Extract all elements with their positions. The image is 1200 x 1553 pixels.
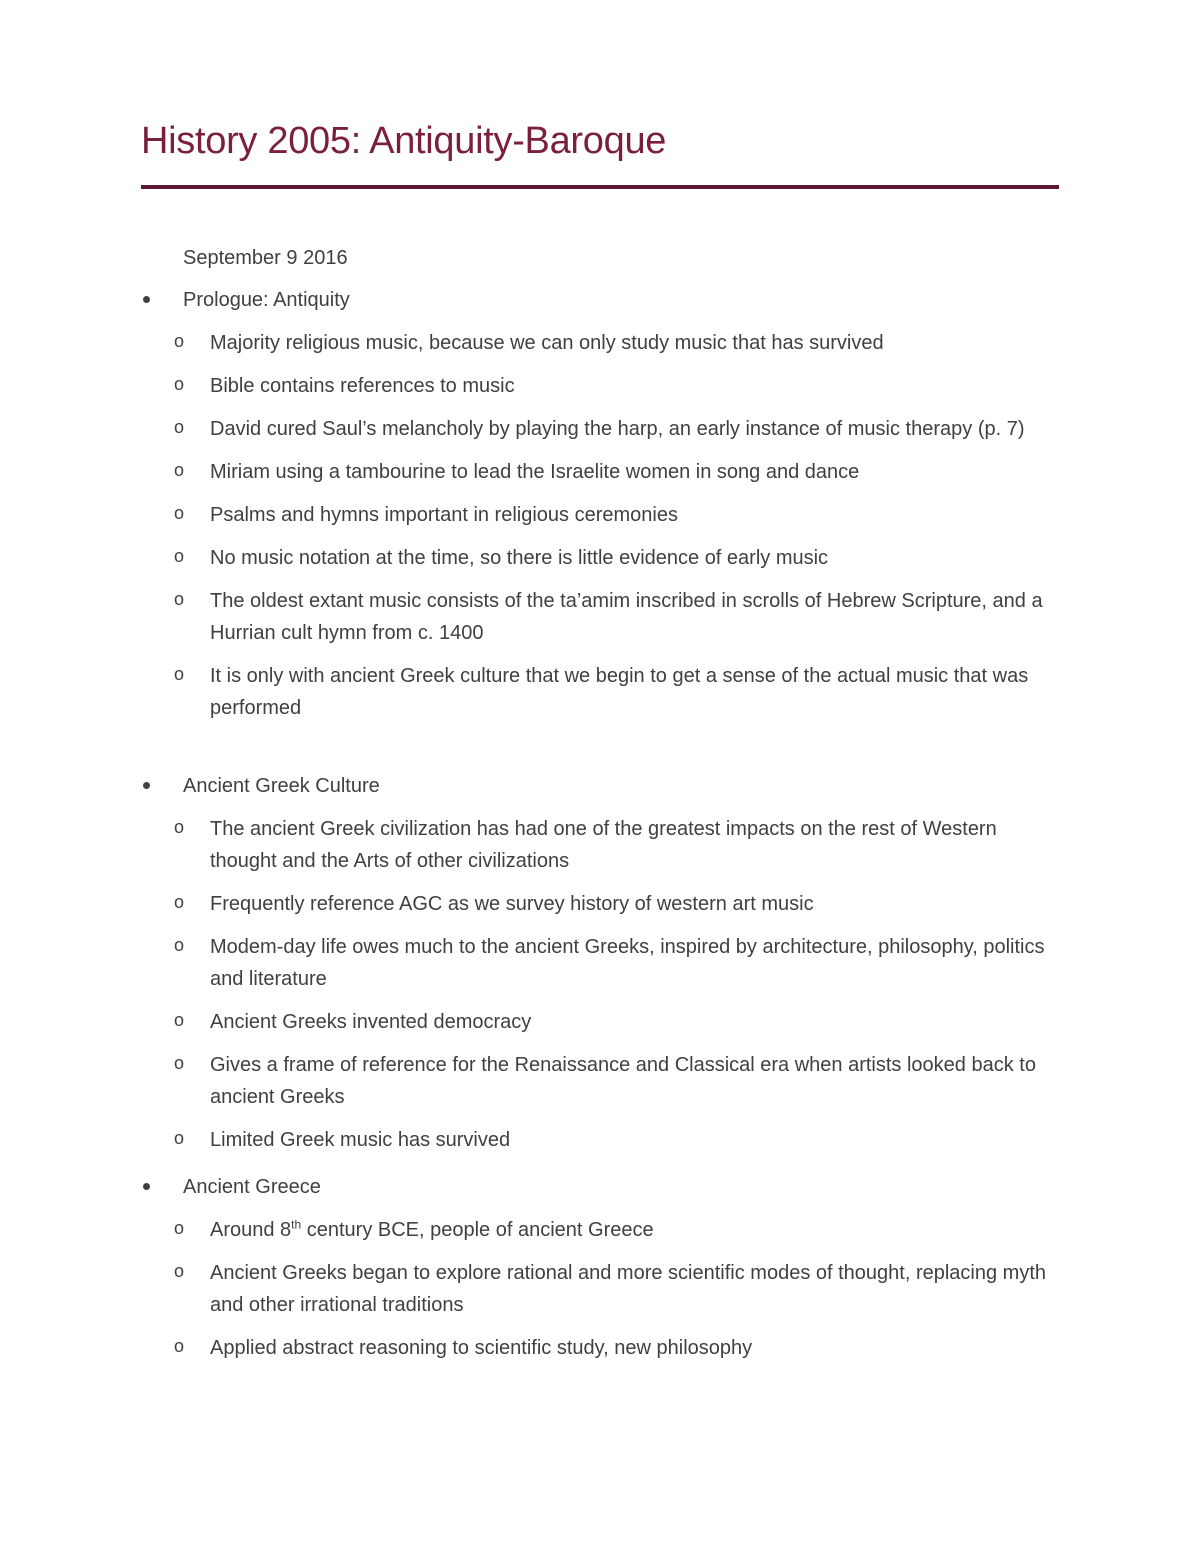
hollow-bullet-icon: o <box>174 1261 185 1281</box>
hollow-bullet-icon: o <box>174 589 185 609</box>
bullet-dot-icon <box>143 1183 150 1190</box>
sub-bullet-item <box>141 456 1061 488</box>
sub-bullet-item <box>141 1332 1061 1364</box>
sub-bullet-item <box>141 413 1061 445</box>
ordinal-superscript: th <box>291 1217 302 1232</box>
hollow-bullet-icon: o <box>174 817 185 837</box>
hollow-bullet-icon: o <box>174 503 185 523</box>
sub-bullet-item <box>141 1124 1061 1156</box>
sub-bullet-text: The ancient Greek civilization has had one of the greatest impacts on the rest of Western thought and the Arts of other civilizations <box>210 818 997 872</box>
section-ancient-greek-culture <box>141 772 1061 1156</box>
sub-bullet-text: Gives a frame of reference for the Renaissance and Classical era when artists looked back to ancient Greeks <box>210 1054 1036 1108</box>
sub-bullet-text: Limited Greek music has survived <box>210 1129 511 1151</box>
hollow-bullet-icon: o <box>174 1218 185 1238</box>
sub-bullet-text: No music notation at the time, so there is little evidence of early music <box>210 547 829 569</box>
hollow-bullet-icon: o <box>174 460 185 480</box>
sub-bullet-item <box>141 327 1061 359</box>
sub-bullet-text: Frequently reference AGC as we survey history of western art music <box>210 893 814 915</box>
sub-bullet-text: Miriam using a tambourine to lead the Israelite women in song and dance <box>210 461 860 483</box>
hollow-bullet-icon: o <box>174 1336 185 1356</box>
bullet-label: Ancient Greece <box>183 1176 321 1198</box>
title-divider <box>141 185 1059 189</box>
page-title: History 2005: Antiquity-Baroque <box>141 120 667 162</box>
hollow-bullet-icon: o <box>174 892 185 912</box>
sub-bullet-item <box>141 542 1061 574</box>
date-line: September 9 2016 <box>183 247 348 269</box>
sub-bullet-text: David cured Saul’s melancholy by playing the harp, an early instance of music therapy (p. 7) <box>210 418 1025 440</box>
sub-bullet-text: Majority religious music, because we can only study music that has survived <box>210 332 884 354</box>
bullet-dot-icon <box>143 782 150 789</box>
section-prologue-antiquity <box>141 286 1061 724</box>
sub-bullet-item <box>141 660 1061 724</box>
sub-bullet-item <box>141 931 1061 995</box>
section-ancient-greece <box>141 1173 1061 1364</box>
bullet-dot-icon <box>143 296 150 303</box>
sub-bullet-text: Ancient Greeks invented democracy <box>210 1011 532 1033</box>
hollow-bullet-icon: o <box>174 546 185 566</box>
bullet-item <box>141 772 1061 802</box>
sub-bullet-text: Ancient Greeks began to explore rational and more scientific modes of thought, replacing myth and other irrational traditions <box>210 1262 1047 1316</box>
sub-bullet-item <box>141 813 1061 877</box>
hollow-bullet-icon: o <box>174 664 185 684</box>
sub-bullet-item <box>141 370 1061 402</box>
hollow-bullet-icon: o <box>174 1128 185 1148</box>
sub-bullet-item <box>141 1006 1061 1038</box>
sub-bullet-text: It is only with ancient Greek culture that we begin to get a sense of the actual music that was performed <box>210 665 1029 719</box>
hollow-bullet-icon: o <box>174 1053 185 1073</box>
sub-bullet-item <box>141 888 1061 920</box>
bullet-label: Ancient Greek Culture <box>183 775 380 797</box>
hollow-bullet-icon: o <box>174 331 185 351</box>
bullet-label: Prologue: Antiquity <box>183 289 350 311</box>
sub-bullet-item <box>141 1049 1061 1113</box>
text-segment: century BCE, people of ancient Greece <box>301 1219 654 1241</box>
hollow-bullet-icon: o <box>174 1010 185 1030</box>
sub-bullet-item <box>141 1257 1061 1321</box>
sub-bullet-text: Applied abstract reasoning to scientific study, new philosophy <box>210 1337 753 1359</box>
hollow-bullet-icon: o <box>174 374 185 394</box>
sub-bullet-item <box>141 499 1061 531</box>
sub-bullet-text: The oldest extant music consists of the ta’amim inscribed in scrolls of Hebrew Scripture, and a Hurrian cult hymn from c. 1400 <box>210 590 1043 644</box>
sub-bullet-text: Bible contains references to music <box>210 375 515 397</box>
sub-bullet-item <box>141 585 1061 649</box>
hollow-bullet-icon: o <box>174 417 185 437</box>
sub-bullet-text <box>210 1214 1060 1246</box>
sub-bullet-item <box>141 1214 1061 1246</box>
sub-bullet-text: Modem-day life owes much to the ancient Greeks, inspired by architecture, philosophy, politics and literature <box>210 936 1045 990</box>
hollow-bullet-icon: o <box>174 935 185 955</box>
sub-bullet-text: Psalms and hymns important in religious ceremonies <box>210 504 678 526</box>
bullet-item <box>141 1173 1061 1203</box>
bullet-item <box>141 286 1061 316</box>
text-segment: Around 8 <box>210 1219 292 1241</box>
